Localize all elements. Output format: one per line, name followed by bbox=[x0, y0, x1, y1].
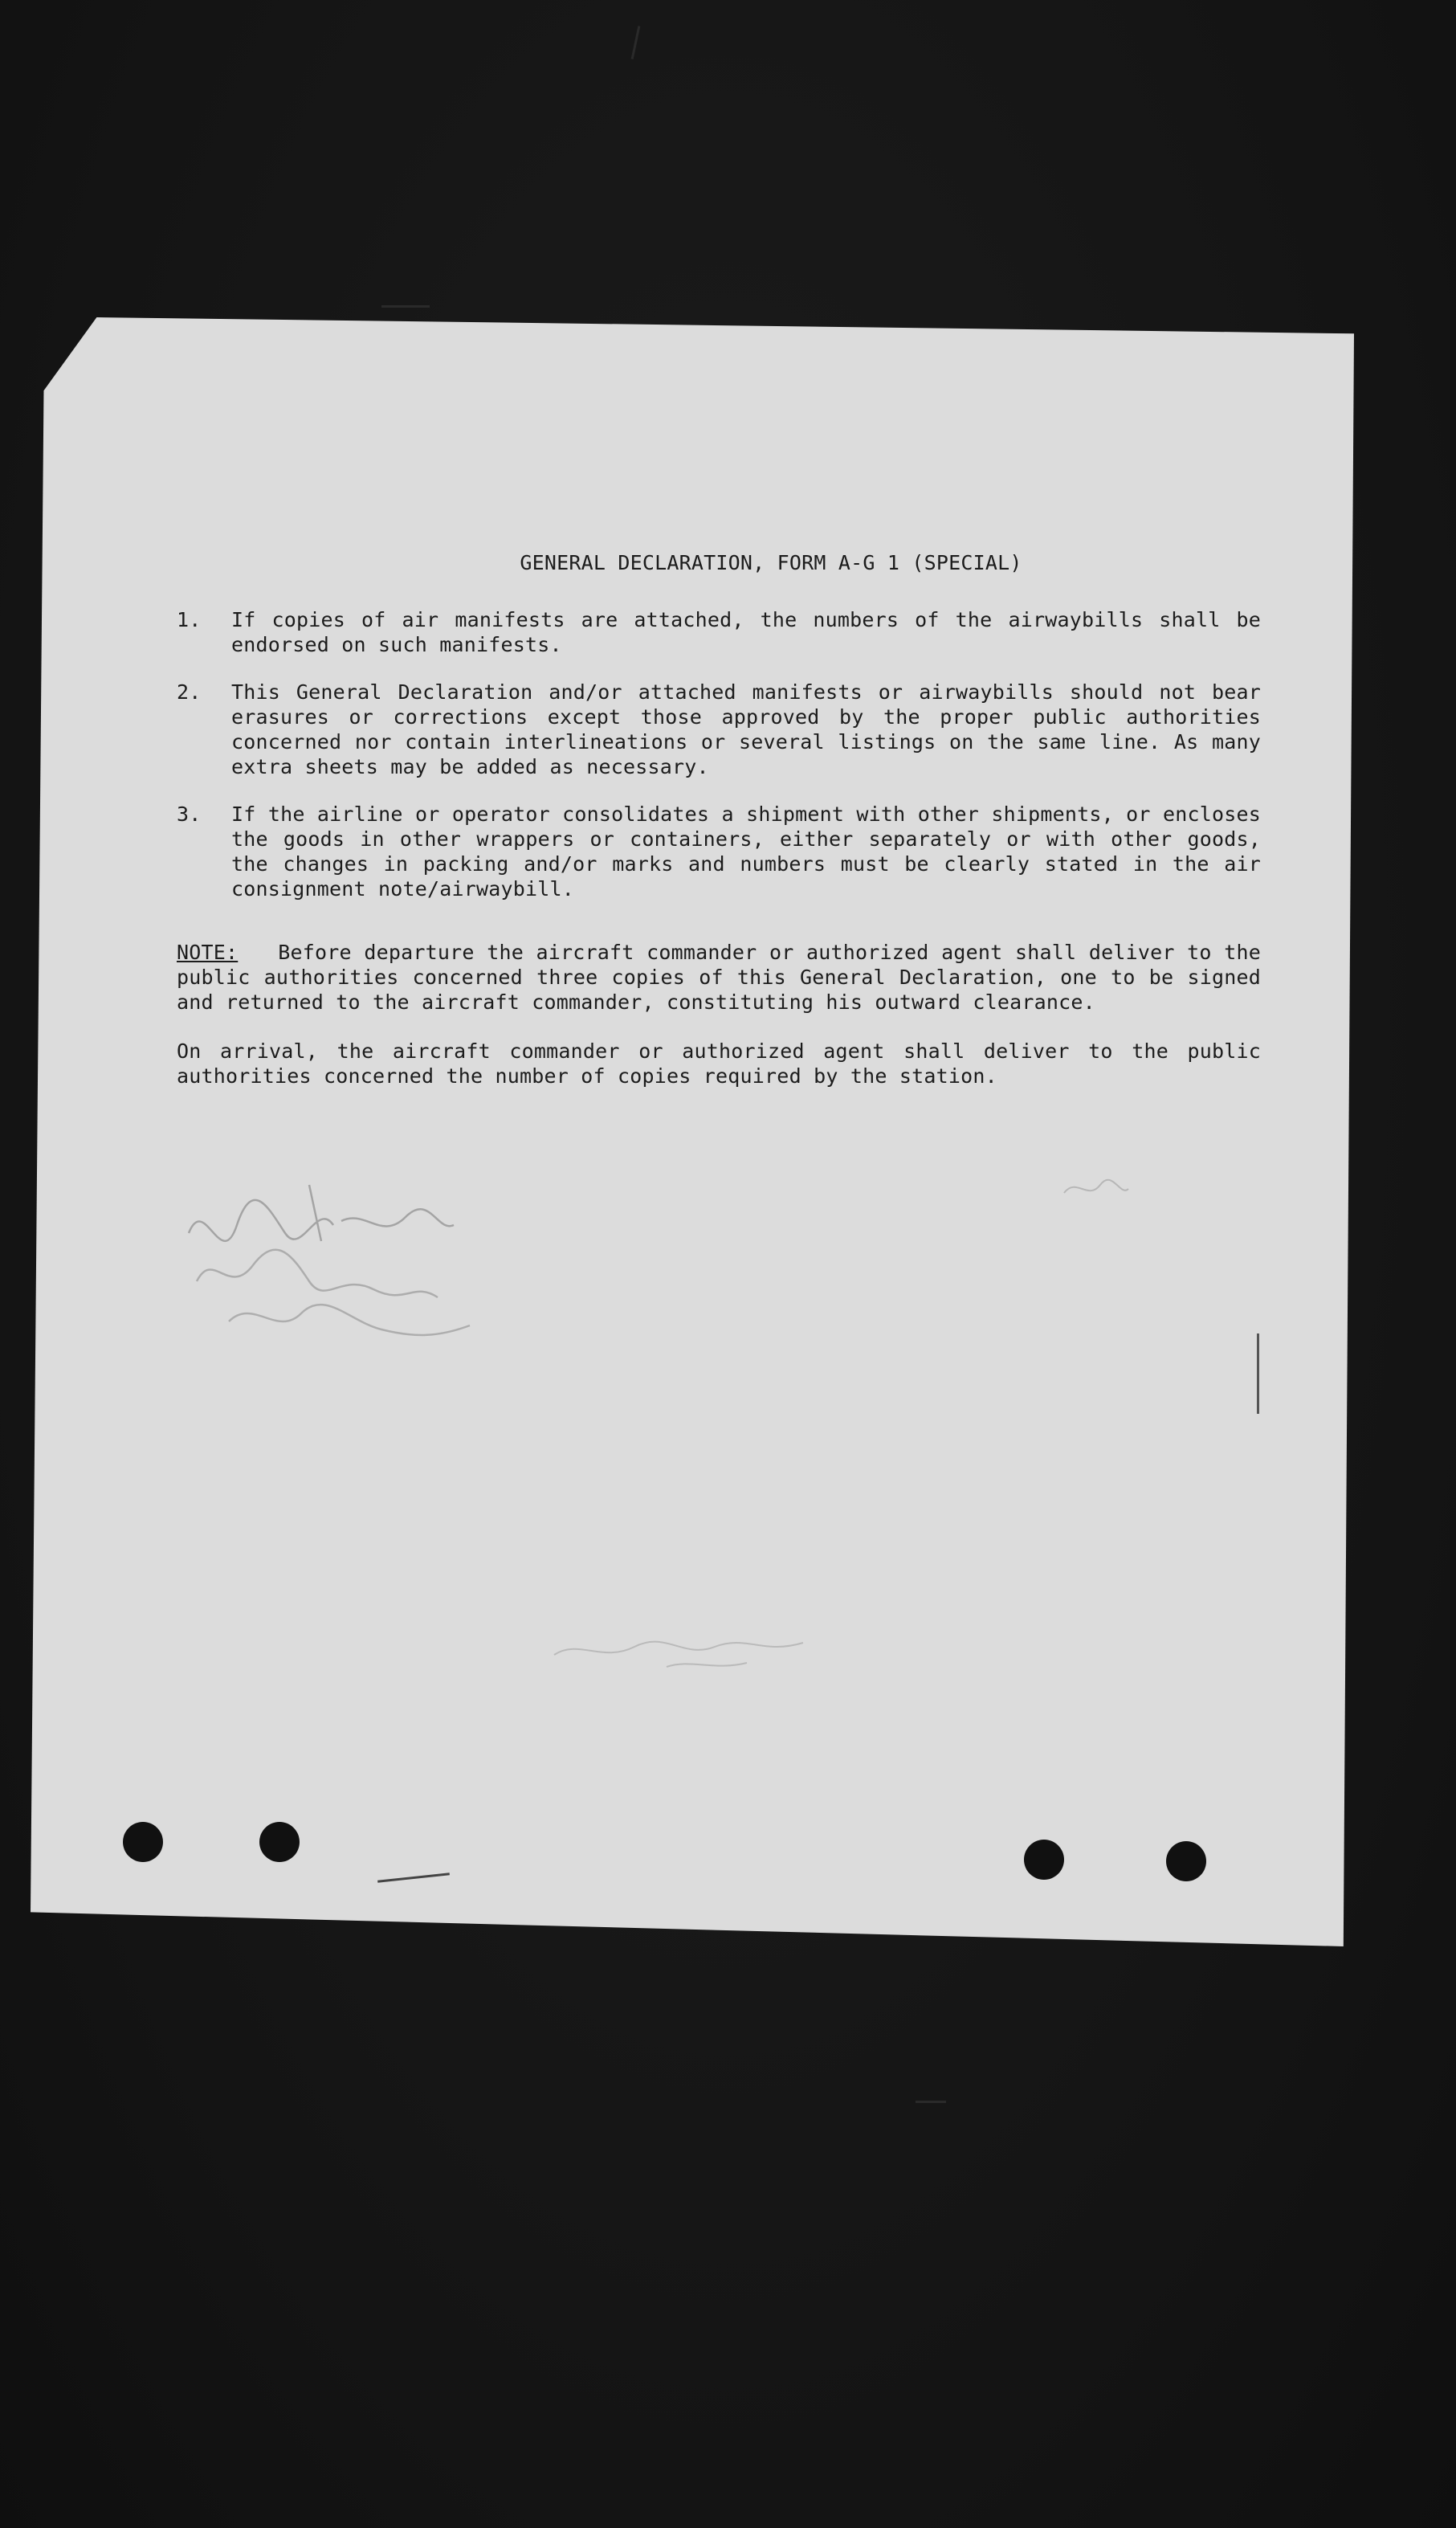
list-item bbox=[177, 802, 1261, 901]
film-mark bbox=[631, 26, 641, 59]
list-item bbox=[177, 680, 1261, 779]
punch-hole bbox=[1024, 1840, 1064, 1880]
item-number: 3. bbox=[177, 803, 202, 826]
faint-pencil-mark bbox=[1060, 1173, 1132, 1205]
note-label: NOTE: bbox=[177, 941, 239, 964]
note-paragraph bbox=[177, 940, 1261, 1015]
item-text: If the airline or operator consolidates a shipment with other shipments, or encloses the goods in other wrappers or containers, either separately or with other goods, the changes in packing and/or marks and numbers must be clearly stated in the air consignment note/airwaybill. bbox=[231, 803, 1261, 901]
film-mark bbox=[381, 305, 430, 308]
item-text: If copies of air manifests are attached, the numbers of the airwaybills shall be endorsed on such manifests. bbox=[231, 608, 1261, 656]
item-text: This General Declaration and/or attached manifests or airwaybills should not bear erasures or corrections except those approved by the proper public authorities concerned nor contain interlineations or several listings on the same line. As many extra sheets may be added as necessary. bbox=[231, 680, 1261, 778]
item-number: 2. bbox=[177, 680, 202, 704]
item-number: 1. bbox=[177, 608, 202, 631]
document-title: GENERAL DECLARATION, FORM A-G 1 (SPECIAL) bbox=[520, 551, 1022, 574]
film-mark bbox=[916, 2101, 946, 2103]
faint-pencil-mark bbox=[546, 1623, 819, 1679]
note-text: Before departure the aircraft commander or authorized agent shall deliver to the public authorities concerned three copies of this General Declaration, one to be signed and returned to the aircraft commander, constituting his outward clearance. bbox=[177, 941, 1261, 1014]
punch-hole bbox=[259, 1822, 300, 1862]
declaration-text bbox=[177, 550, 1261, 1088]
margin-mark bbox=[1257, 1333, 1259, 1414]
punch-hole bbox=[1166, 1841, 1206, 1881]
arrival-paragraph: On arrival, the aircraft commander or authorized agent shall deliver to the public authorities concerned the number of copies required by the station. bbox=[177, 1039, 1261, 1088]
punch-hole bbox=[123, 1822, 163, 1862]
handwritten-scribble bbox=[181, 1177, 486, 1354]
list-item bbox=[177, 607, 1261, 657]
